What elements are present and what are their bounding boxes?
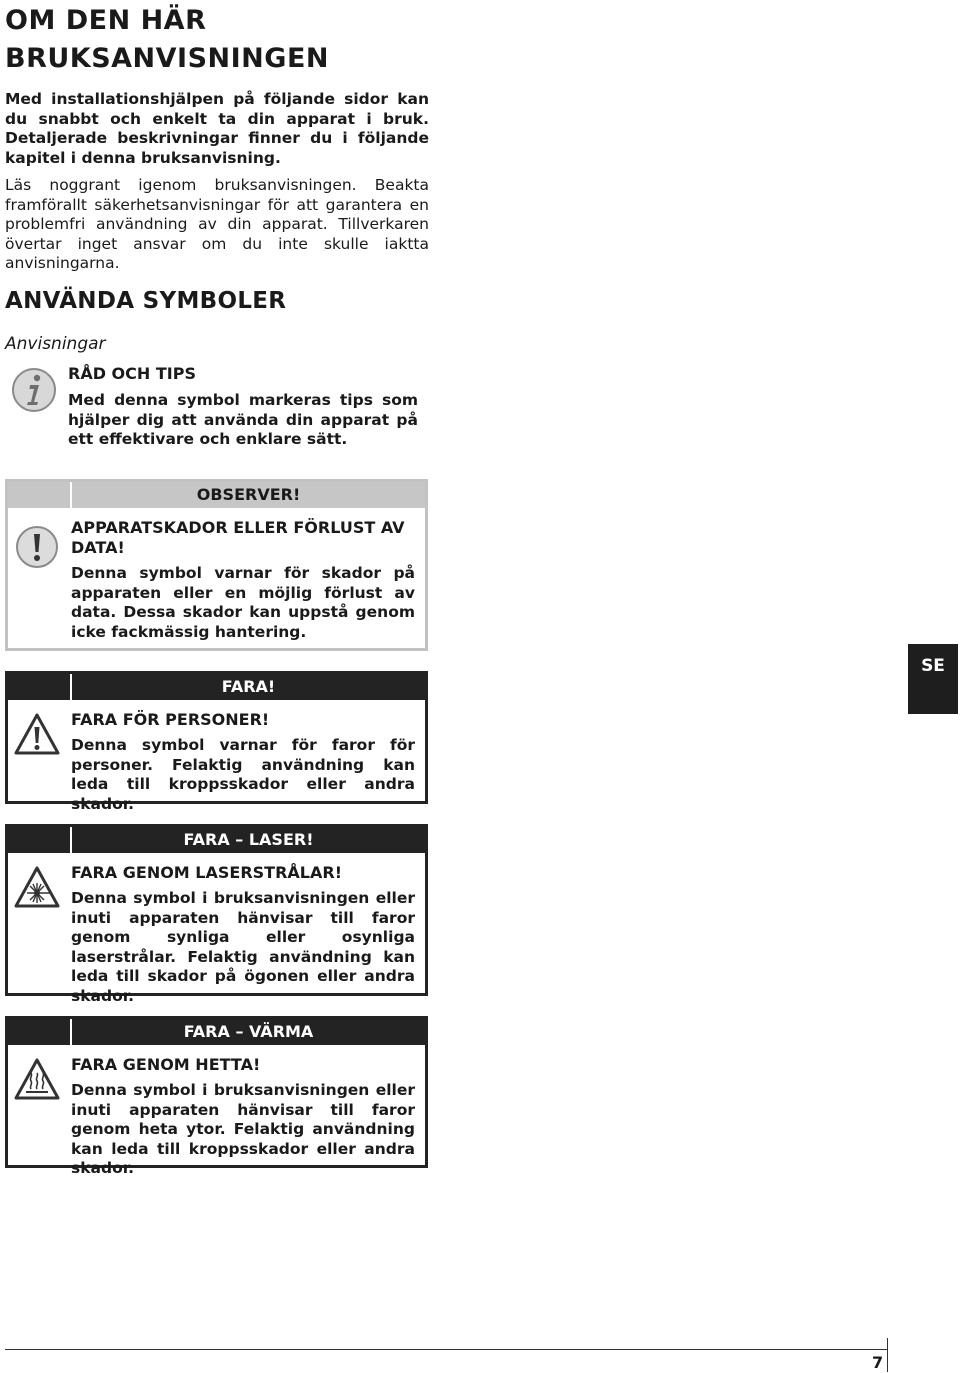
footer-divider [5,1349,888,1350]
notice-danger-text: Denna symbol varnar för faror för personer. Felaktig användning kan leda till kroppsskador eller andra skador. [71,736,415,813]
notice-observe-label: OBSERVER! [72,482,425,508]
notice-heat [5,1016,428,1177]
language-tab: SE [908,644,958,714]
notice-observe-text: Denna symbol varnar för skador på apparaten eller en möjlig förlust av data. Dessa skador kan uppstå genom icke fackmässig hantering. [71,564,415,641]
notice-observe [5,479,428,651]
page-title-line-1: OM DEN HÄR [5,5,207,36]
warning-triangle-icon [14,712,60,760]
notice-heat-text: Denna symbol i bruksanvisningen eller inuti apparaten hänvisar till faror genom heta ytor. Felaktig användning kan leda till kroppsskador eller andra skador. [71,1081,415,1177]
section-heading: ANVÄNDA SYMBOLER [5,288,287,314]
page-number: 7 [872,1353,884,1372]
intro-paragraph-1: Med installationshjälpen på följande sidor kan du snabbt och enkelt ta din apparat i bruk. Detaljerade beskrivningar finner du i följande kapitel i denna bruksanvisning. [5,90,429,167]
notice-laser [5,824,428,1005]
intro-paragraph-2: Läs noggrant igenom bruksanvisningen. Beakta framförallt säkerhetsanvisningar för att garantera en problemfri användning av din apparat. Tillverkaren övertar inget ansvar om du inte skulle iaktta anvisningarna. [5,176,429,272]
notice-danger [5,671,428,813]
tips-text: Med denna symbol markeras tips som hjälper dig att använda din apparat på ett effektivare och enklare sätt. [68,391,418,448]
notice-laser-title: FARA GENOM LASERSTRÅLAR! [71,863,342,882]
notice-laser-text: Denna symbol i bruksanvisningen eller inuti apparaten hänvisar till faror genom synliga eller osynliga laserstrålar. Felaktig användning kan leda till skador på ögonen eller andra skador. [71,889,415,1005]
notice-observe-title: APPARATSKADOR ELLER FÖRLUST AV DATA! [71,518,405,557]
section-subheading: Anvisningar [5,334,106,354]
footer-vertical-divider [887,1338,888,1372]
hot-surface-icon [14,1057,60,1105]
notice-heat-label: FARA – VÄRMA [72,1019,425,1045]
notice-danger-label: FARA! [72,674,425,700]
laser-warning-icon [14,865,60,913]
notice-laser-label: FARA – LASER! [72,827,425,853]
page-title-line-2: BRUKSANVISNINGEN [5,43,329,74]
notice-danger-title: FARA FÖR PERSONER! [71,710,270,729]
notice-heat-title: FARA GENOM HETTA! [71,1055,261,1074]
exclamation-circle-icon [14,524,60,574]
tips-title: RÅD OCH TIPS [68,364,196,383]
page-title [5,2,329,78]
info-icon [10,366,58,418]
